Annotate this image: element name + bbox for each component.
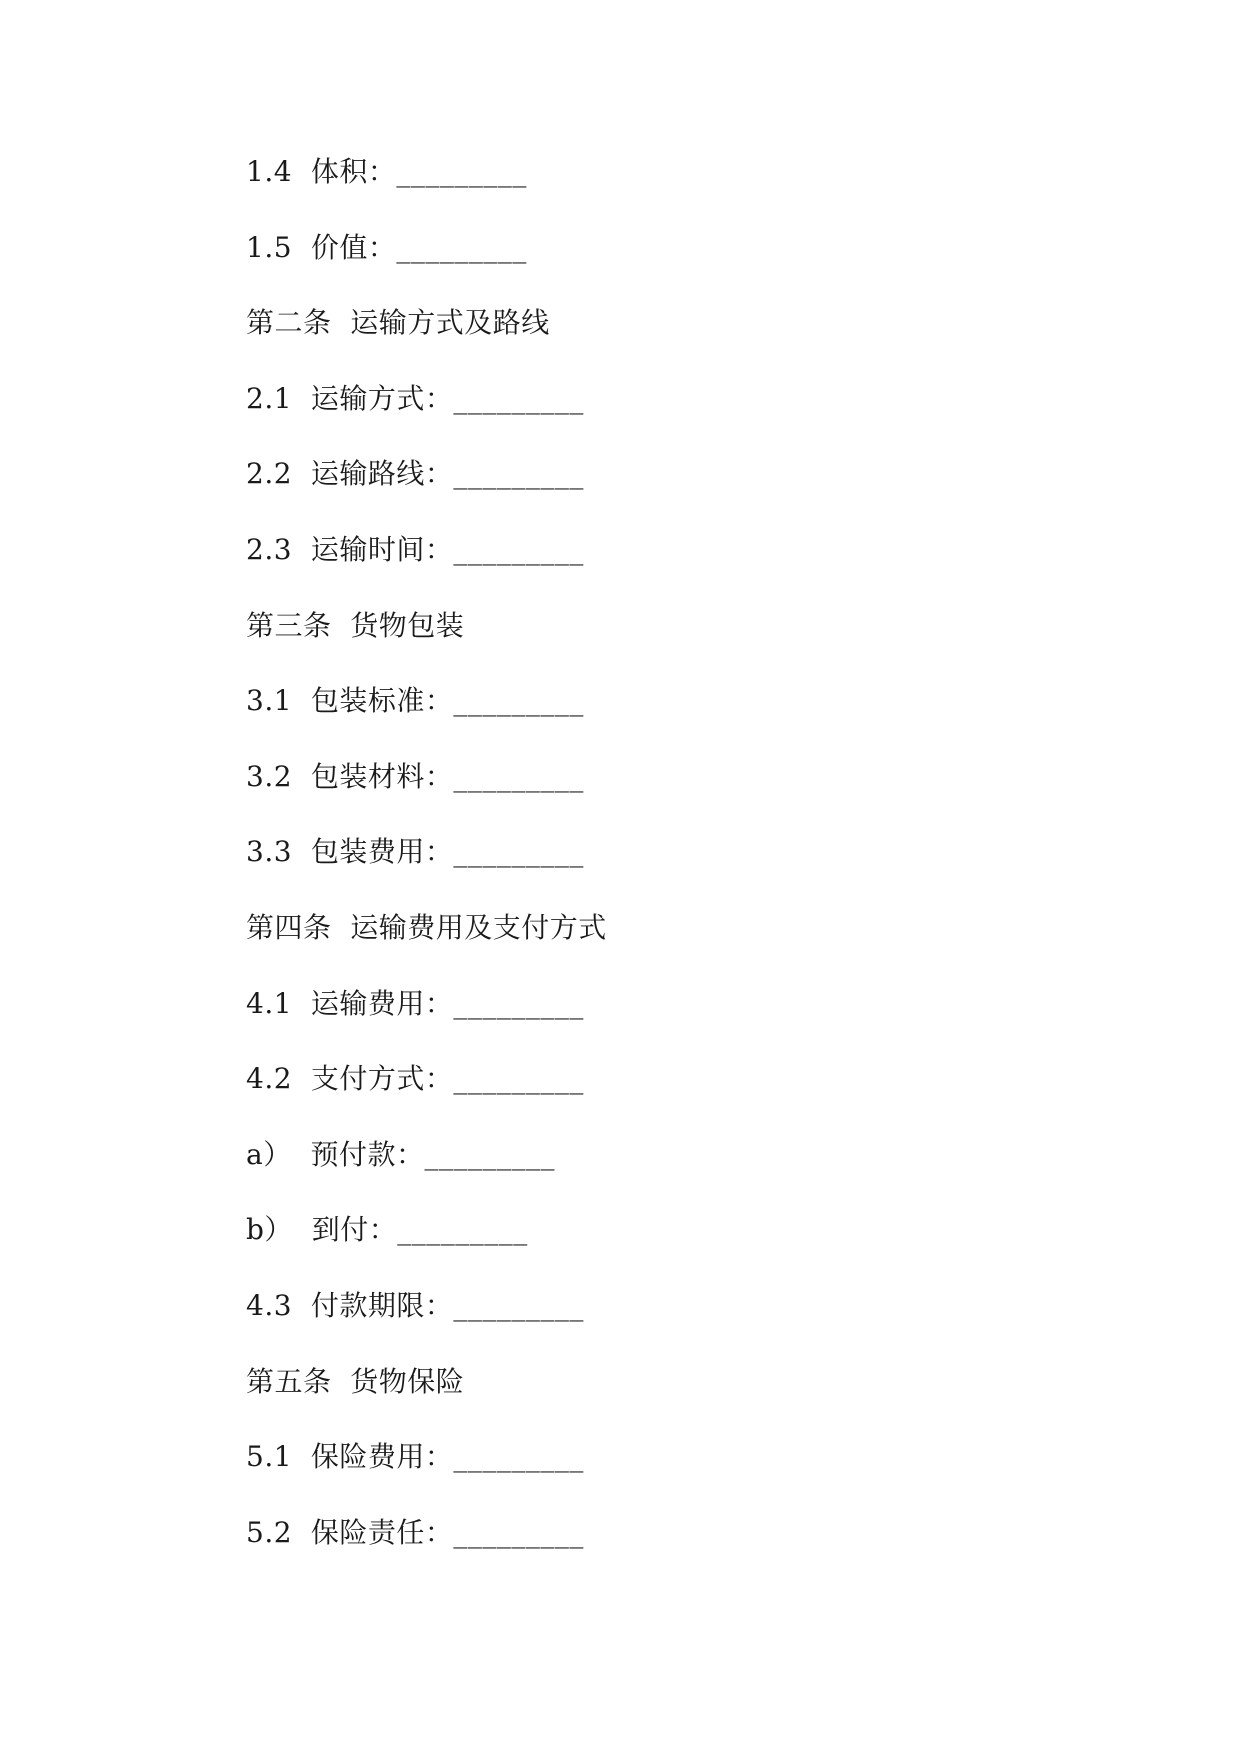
article-4-heading: 第四条 运输费用及支付方式 bbox=[246, 910, 607, 944]
clause-2-3-transport-time: 2.3 运输时间：_________ bbox=[246, 532, 584, 566]
clause-5-2-insurance-liability: 5.2 保险责任：_________ bbox=[246, 1515, 584, 1549]
article-2-heading: 第二条 运输方式及路线 bbox=[246, 306, 550, 340]
clause-3-2-packaging-material: 3.2 包装材料：_________ bbox=[246, 759, 584, 793]
clause-3-1-packaging-standard: 3.1 包装标准：_________ bbox=[246, 684, 584, 718]
clause-1-4-volume: 1.4 体积：_________ bbox=[246, 155, 527, 188]
clause-5-1-insurance-cost: 5.1 保险费用：_________ bbox=[246, 1440, 584, 1474]
clause-2-1-transport-mode: 2.1 运输方式：_________ bbox=[246, 381, 584, 415]
clause-4-1-transport-cost: 4.1 运输费用：_________ bbox=[246, 986, 584, 1020]
clause-4-2-a-prepayment: a） 预付款：_________ bbox=[246, 1137, 555, 1171]
clause-4-2-payment-method: 4.2 支付方式：_________ bbox=[246, 1062, 584, 1096]
document-body bbox=[246, 148, 607, 1584]
clause-3-3-packaging-cost: 3.3 包装费用：_________ bbox=[246, 835, 584, 869]
article-3-heading: 第三条 货物包装 bbox=[246, 608, 465, 642]
clause-1-5-value: 1.5 价值：_________ bbox=[246, 230, 527, 264]
article-5-heading: 第五条 货物保险 bbox=[246, 1364, 465, 1398]
clause-4-2-b-cash-on-delivery: b） 到付：_________ bbox=[246, 1213, 528, 1247]
clause-4-3-payment-deadline: 4.3 付款期限：_________ bbox=[246, 1288, 584, 1322]
clause-2-2-transport-route: 2.2 运输路线：_________ bbox=[246, 457, 584, 491]
